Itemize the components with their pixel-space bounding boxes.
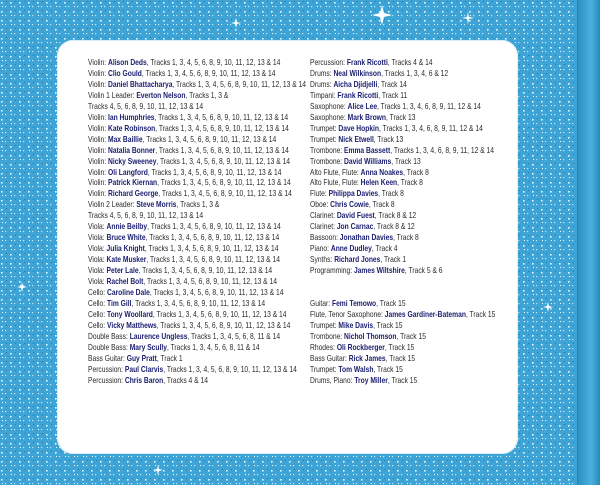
credit-row: Drums: Neal Wilkinson, Tracks 1, 3, 4, 6 & 12 <box>310 67 449 78</box>
credit-row: Viola: Kate Musker, Tracks 1, 3, 4, 5, 6, 8, 9, 10, 11, 12, 13 & 14 <box>88 254 280 265</box>
credit-row: Double Bass: Mary Scully, Tracks 1, 3, 4, 5, 6, 8, 11 & 14 <box>88 341 260 352</box>
credit-name: Neal Wilkinson <box>333 67 382 78</box>
credit-tracks: Track 13 <box>389 111 416 122</box>
credit-tracks: Tracks 1, 3, 4, 5, 6, 8, 9, 10, 11, 12, 13 & 14 <box>160 155 291 166</box>
credit-role: Viola: <box>88 232 105 243</box>
credit-name: Tom Walsh <box>338 363 374 374</box>
credit-role: Violin 1 Leader: <box>88 89 135 100</box>
credit-name: Clio Gould <box>108 67 142 78</box>
credit-row: Violin: Ian Humphries, Tracks 1, 3, 4, 5, 6, 8, 9, 10, 11, 12, 13 & 14 <box>88 111 289 122</box>
credit-role: Trombone: <box>310 144 343 155</box>
credit-row: Viola: Peter Lale, Tracks 1, 3, 4, 5, 6, 8, 9, 10, 11, 12, 13 & 14 <box>88 265 273 276</box>
credit-row: Cello: Tony Woollard, Tracks 1, 3, 4, 5, 6, 8, 9, 10, 11, 12, 13 & 14 <box>88 308 287 319</box>
credit-row: Violin: Daniel Bhattacharya, Tracks 1, 3, 4, 5, 6, 8, 9, 10, 11, 12, 13 & 14 <box>88 78 307 89</box>
credit-name: Chris Baron <box>124 374 164 385</box>
credit-row: Piano: Anne Dudley, Track 4 <box>310 243 398 254</box>
credit-role: Cello: <box>88 287 106 298</box>
credit-role: Double Bass: <box>88 330 128 341</box>
credit-role: Percussion: <box>310 57 346 67</box>
credit-role: Trumpet: <box>310 133 337 144</box>
credit-name: Laurence Ungless <box>129 330 188 341</box>
credit-role: Bassoon: <box>310 232 338 243</box>
credit-name: Mary Scully <box>129 341 167 352</box>
credit-role: Drums: <box>310 78 332 89</box>
credit-role: Violin: <box>88 155 107 166</box>
credit-row: Viola: Julia Knight, Tracks 1, 3, 4, 5, 6, 8, 9, 10, 11, 12, 13 & 14 <box>88 243 279 254</box>
credit-name: Bruce White <box>106 232 146 243</box>
credit-role: Oboe: <box>310 199 329 210</box>
credit-tracks: Track 8 & 12 <box>376 221 415 232</box>
credit-name: Anne Dudley <box>330 243 372 254</box>
credit-row: Cello: Caroline Dale, Tracks 1, 3, 4, 5, 6, 8, 9, 10, 11, 12, 13 & 14 <box>88 287 284 298</box>
credit-tracks: Track 15 <box>377 363 403 374</box>
credit-role: Violin: <box>88 67 107 78</box>
credit-name: David Williams <box>344 155 392 166</box>
credit-role: Violin: <box>88 57 107 67</box>
credit-tracks: Tracks 1, 3 & <box>180 199 220 210</box>
credit-row: Violin: Nicky Sweeney, Tracks 1, 3, 4, 5, 6, 8, 9, 10, 11, 12, 13 & 14 <box>88 155 291 166</box>
credit-name: Kate Robinson <box>108 122 156 133</box>
credit-row: Viola: Bruce White, Tracks 1, 3, 4, 5, 6, 8, 9, 10, 11, 12, 13 & 14 <box>88 232 280 243</box>
credit-role: Saxophone: <box>310 111 346 122</box>
credit-row: Oboe: Chris Cowie, Track 8 <box>310 199 395 210</box>
credit-tracks: Tracks 1, 3, 4, 6 & 12 <box>384 67 449 78</box>
credit-name: Max Baillie <box>108 133 143 144</box>
credit-tracks: Tracks 4 & 14 <box>166 374 208 385</box>
credit-row: Cello: Tim Gill, Tracks 1, 3, 4, 5, 6, 8, 9, 10, 11, 12, 13 & 14 <box>88 297 266 308</box>
credit-row: Guitar: Femi Temowo, Track 15 <box>310 297 406 308</box>
credit-tracks: Tracks 4, 5, 6, 8, 9, 10, 11, 12, 13 & 14 <box>88 100 204 111</box>
credit-name: David Fuest <box>336 210 375 221</box>
credit-role: Violin: <box>88 166 107 177</box>
credit-name: Nicky Sweeney <box>108 155 157 166</box>
credit-tracks: Tracks 1, 3, 4, 5, 6, 8, 9, 10, 11, 12, 13 & 14 <box>153 287 284 298</box>
credit-tracks: Track 1 <box>384 254 407 265</box>
credit-role: Flute: <box>310 188 327 199</box>
credit-role: Viola: <box>88 221 105 232</box>
credit-tracks: Tracks 1, 3, 4, 5, 6, 8, 11 & 14 <box>191 330 281 341</box>
credit-tracks: Tracks 1, 3, 4, 5, 6, 8, 9, 10, 11, 12, 13 & 14 <box>142 265 273 276</box>
credit-row: Trombone: Emma Bassett, Tracks 1, 3, 4, 6, 8, 9, 11, 12 & 14 <box>310 144 494 155</box>
credit-role: Percussion: <box>88 363 124 374</box>
credit-row: Cello: Vicky Matthews, Tracks 1, 3, 4, 5, 6, 8, 9, 10, 11, 12, 13 & 14 <box>88 319 291 330</box>
credit-row <box>88 210 306 221</box>
credit-name: Nick Etwell <box>338 133 374 144</box>
credits-panel <box>57 40 518 454</box>
credit-tracks: Tracks 1, 3, 4, 5, 6, 8, 9, 10, 11, 12, 13 & 14 <box>161 188 292 199</box>
credit-row: Flute, Tenor Saxophone: James Gardiner-Bateman, Track 15 <box>310 308 496 319</box>
credit-name: Mike Davis <box>338 319 374 330</box>
credit-tracks: Tracks 1, 3, 4, 5, 6, 8, 9, 10, 11, 12, 13 & 14 <box>160 177 291 188</box>
credit-role: Bass Guitar: <box>88 352 125 363</box>
credit-tracks: Tracks 1, 3, 4, 5, 6, 8, 9, 10, 11, 12, 13 & 14 <box>158 111 289 122</box>
credit-row: Violin: Oli Langford, Tracks 1, 3, 4, 5, 6, 8, 9, 10, 11, 12, 13 & 14 <box>88 166 282 177</box>
credit-role: Viola: <box>88 265 105 276</box>
credit-role: Saxophone: <box>310 100 346 111</box>
credit-tracks: Tracks 1, 3, 4, 5, 6, 8, 9, 10, 11, 12, 13 & 14 <box>145 67 276 78</box>
credit-row: Percussion: Frank Ricotti, Tracks 4 & 14 <box>310 57 433 67</box>
credit-tracks: Tracks 1, 3, 4, 6, 8, 9, 11, 12 & 14 <box>393 144 494 155</box>
credit-row: Violin 1 Leader: Everton Nelson, Tracks 1, 3 & <box>88 89 229 100</box>
credit-row: Violin: Alison Deds, Tracks 1, 3, 4, 5, 6, 8, 9, 10, 11, 12, 13 & 14 <box>88 57 281 67</box>
credit-role: Synths: <box>310 254 333 265</box>
credit-tracks: Track 13 <box>377 133 404 144</box>
credit-tracks: Tracks 1, 3, 4, 5, 6, 8, 9, 10, 11, 12, 13 & 14 <box>149 254 280 265</box>
credit-name: Richard Jones <box>334 254 381 265</box>
credit-tracks: Tracks 1, 3, 4, 5, 6, 8, 9, 10, 11, 12, 13 & 14 <box>158 122 289 133</box>
credit-row: Bass Guitar: Guy Pratt, Track 1 <box>88 352 183 363</box>
credit-row: Double Bass: Laurence Ungless, Tracks 1, 3, 4, 5, 6, 8, 11 & 14 <box>88 330 281 341</box>
credit-role: Violin: <box>88 188 107 199</box>
credit-name: Everton Nelson <box>136 89 186 100</box>
credit-row: Viola: Rachel Bolt, Tracks 1, 3, 4, 5, 6, 8, 9, 10, 11, 12, 13 & 14 <box>88 276 277 287</box>
credit-row: Rhodes: Oli Rockberger, Track 15 <box>310 341 415 352</box>
credit-role: Violin: <box>88 111 107 122</box>
credit-name: Vicky Matthews <box>107 319 157 330</box>
credit-role: Double Bass: <box>88 341 128 352</box>
credit-name: Oli Langford <box>108 166 148 177</box>
credit-role: Trumpet: <box>310 319 337 330</box>
credit-row: Saxophone: Alice Lee, Tracks 1, 3, 4, 6, 8, 9, 11, 12 & 14 <box>310 100 481 111</box>
credit-tracks: Tracks 1, 3, 4, 5, 6, 8, 9, 10, 11, 12, 13 & 14 <box>160 319 291 330</box>
credit-tracks: Tracks 1, 3, 4, 5, 6, 8, 9, 10, 11, 12, 13 & 14 <box>148 243 279 254</box>
credit-tracks: Track 15 <box>376 319 403 330</box>
credit-row: Trumpet: Dave Hopkin, Tracks 1, 3, 4, 6, 8, 9, 11, 12 & 14 <box>310 122 483 133</box>
credit-row: Violin: Patrick Kiernan, Tracks 1, 3, 4, 5, 6, 8, 9, 10, 11, 12, 13 & 14 <box>88 177 291 188</box>
credit-name: Rick James <box>348 352 386 363</box>
credit-role: Viola: <box>88 254 105 265</box>
credit-name: Troy Miller <box>354 374 388 385</box>
credit-name: Guy Pratt <box>126 352 157 363</box>
credit-tracks: Track 4 <box>375 243 398 254</box>
credit-name: Tony Woollard <box>107 308 153 319</box>
credit-name: Richard George <box>108 188 159 199</box>
credit-name: Philippa Davies <box>328 188 379 199</box>
credit-role: Violin: <box>88 122 107 133</box>
credit-name: Kate Musker <box>106 254 147 265</box>
credit-row: Violin: Max Baillie, Tracks 1, 3, 4, 5, 6, 8, 9, 10, 11, 12, 13 & 14 <box>88 133 277 144</box>
credit-role: Viola: <box>88 243 105 254</box>
credit-tracks: Tracks 1, 3, 4, 5, 6, 8, 9, 10, 11, 12, 13 & 14 <box>146 276 277 287</box>
credit-name: Annie Beilby <box>106 221 148 232</box>
credit-role: Programming: <box>310 265 353 276</box>
credit-name: Mark Brown <box>347 111 386 122</box>
credit-row: Viola: Annie Beilby, Tracks 1, 3, 4, 5, 6, 8, 9, 10, 11, 12, 13 & 14 <box>88 221 281 232</box>
credit-tracks: Track 5 & 6 <box>408 265 443 276</box>
credit-name: Paul Clarvis <box>124 363 164 374</box>
credit-tracks: Track 13 <box>394 155 421 166</box>
credit-role: Cello: <box>88 319 106 330</box>
credit-name: Caroline Dale <box>107 287 150 298</box>
credit-tracks: Tracks 1, 3, 4, 5, 6, 8, 9, 10, 11, 12, 13 & 14 <box>149 232 280 243</box>
credit-role: Trombone: <box>310 155 343 166</box>
credit-name: Helen Keen <box>360 177 398 188</box>
credit-row: Synths: Richard Jones, Track 1 <box>310 254 407 265</box>
credit-name: Rachel Bolt <box>106 276 144 287</box>
credits-left-column <box>88 57 306 386</box>
credit-name: Alice Lee <box>347 100 378 111</box>
credit-name: Alison Deds <box>108 57 147 67</box>
credit-tracks: Tracks 1, 3, 4, 5, 6, 8, 9, 10, 11, 12, 13 & 14 <box>156 308 287 319</box>
credit-row: Percussion: Paul Clarvis, Tracks 1, 3, 4, 5, 6, 8, 9, 10, 11, 12, 13 & 14 <box>88 363 297 374</box>
credit-name: Ian Humphries <box>108 111 155 122</box>
credit-tracks: Tracks 1, 3, 4, 5, 6, 8, 9, 10, 11, 12, 13 & 14 <box>150 221 281 232</box>
credit-role: Trombone: <box>310 330 343 341</box>
credit-tracks: Track 15 <box>391 374 418 385</box>
credit-tracks: Tracks 1, 3, 4, 5, 6, 8, 9, 10, 11, 12, 13 & 14 <box>176 78 307 89</box>
credit-tracks: Tracks 1, 3, 4, 6, 8, 9, 11, 12 & 14 <box>380 100 481 111</box>
credit-tracks: Track 8 <box>396 232 419 243</box>
credit-row: Timpani: Frank Ricotti, Track 11 <box>310 89 408 100</box>
credit-role: Violin: <box>88 133 107 144</box>
credit-row: Trumpet: Mike Davis, Track 15 <box>310 319 403 330</box>
credit-role: Drums, Piano: <box>310 374 353 385</box>
credit-row: Trumpet: Tom Walsh, Track 15 <box>310 363 403 374</box>
credit-row: Clarinet: Jon Carnac, Track 8 & 12 <box>310 221 415 232</box>
credit-name: Chris Cowie <box>330 199 369 210</box>
credit-name: Dave Hopkin <box>338 122 380 133</box>
credit-row: Alto Flute, Flute: Anna Noakes, Track 8 <box>310 166 429 177</box>
credit-row: Trombone: David Williams, Track 13 <box>310 155 421 166</box>
credit-row: Violin: Kate Robinson, Tracks 1, 3, 4, 5, 6, 8, 9, 10, 11, 12, 13 & 14 <box>88 122 289 133</box>
credit-name: Oli Rockberger <box>336 341 385 352</box>
credit-role: Flute, Tenor Saxophone: <box>310 308 383 319</box>
credit-role: Trumpet: <box>310 122 337 133</box>
credit-tracks: Track 1 <box>160 352 183 363</box>
credit-name: Femi Temowo <box>331 297 377 308</box>
credit-role: Violin: <box>88 78 107 89</box>
credit-tracks: Tracks 1, 3, 4, 5, 6, 8, 9, 10, 11, 12, 13 & 14 <box>158 144 289 155</box>
credit-tracks: Tracks 1, 3, 4, 5, 6, 8, 11 & 14 <box>170 341 260 352</box>
credit-role: Trumpet: <box>310 363 337 374</box>
credit-tracks: Track 15 <box>388 341 415 352</box>
credit-tracks: Tracks 1, 3, 4, 6, 8, 9, 11, 12 & 14 <box>382 122 483 133</box>
credit-role: Rhodes: <box>310 341 335 352</box>
credit-row: Saxophone: Mark Brown, Track 13 <box>310 111 416 122</box>
credit-role: Cello: <box>88 297 106 308</box>
credit-tracks: Tracks 1, 3, 4, 5, 6, 8, 9, 10, 11, 12, 13 & 14 <box>135 297 266 308</box>
credit-row: Percussion: Chris Baron, Tracks 4 & 14 <box>88 374 208 385</box>
credit-name: Emma Bassett <box>344 144 391 155</box>
credit-row: Violin: Clio Gould, Tracks 1, 3, 4, 5, 6, 8, 9, 10, 11, 12, 13 & 14 <box>88 67 276 78</box>
credit-role: Alto Flute, Flute: <box>310 177 359 188</box>
credit-name: Patrick Kiernan <box>108 177 158 188</box>
credit-row: Violin: Richard George, Tracks 1, 3, 4, 5, 6, 8, 9, 10, 11, 12, 13 & 14 <box>88 188 292 199</box>
credit-tracks: Track 15 <box>400 330 426 341</box>
case-spine <box>577 0 600 485</box>
credit-role: Violin 2 Leader: <box>88 199 135 210</box>
credit-role: Violin: <box>88 144 107 155</box>
credit-name: Peter Lale <box>106 265 139 276</box>
credit-name: James Gardiner-Bateman <box>384 308 466 319</box>
credit-name: Frank Ricotti <box>346 57 388 67</box>
credit-row: Programming: James Wiltshire, Track 5 & 6 <box>310 265 443 276</box>
credit-tracks: Track 14 <box>381 78 407 89</box>
credit-role: Clarinet: <box>310 221 335 232</box>
credit-row: Bassoon: Jonathan Davies, Track 8 <box>310 232 419 243</box>
credit-tracks: Tracks 1, 3, 4, 5, 6, 8, 9, 10, 11, 12, 13 & 14 <box>150 57 281 67</box>
credit-tracks: Tracks 4, 5, 6, 8, 9, 10, 11, 12, 13 & 14 <box>88 210 204 221</box>
credit-name: Daniel Bhattacharya <box>108 78 173 89</box>
credit-role: Guitar: <box>310 297 331 308</box>
credit-role: Violin: <box>88 177 107 188</box>
credit-row: Trombone: Nichol Thomson, Track 15 <box>310 330 426 341</box>
credit-tracks: Tracks 1, 3 & <box>189 89 229 100</box>
credit-row: Drums, Piano: Troy Miller, Track 15 <box>310 374 418 385</box>
credit-name: Aicha Djidjelli <box>333 78 378 89</box>
credit-row <box>88 101 306 112</box>
credit-name: Jon Carnac <box>336 221 374 232</box>
credit-tracks: Track 8 <box>381 188 404 199</box>
credits-right-column <box>310 57 495 386</box>
credit-role: Alto Flute, Flute: <box>310 166 359 177</box>
credit-name: Natalia Bonner <box>108 144 156 155</box>
credit-row: Violin: Natalia Bonner, Tracks 1, 3, 4, 5, 6, 8, 9, 10, 11, 12, 13 & 14 <box>88 144 289 155</box>
credit-role: Viola: <box>88 276 105 287</box>
spacer <box>310 276 495 287</box>
credit-tracks: Track 8 & 12 <box>378 210 417 221</box>
credit-tracks: Track 15 <box>469 308 496 319</box>
credit-name: Steve Morris <box>136 199 177 210</box>
credit-name: Nichol Thomson <box>344 330 397 341</box>
credit-row: Violin 2 Leader: Steve Morris, Tracks 1, 3 & <box>88 199 220 210</box>
spacer <box>310 287 495 298</box>
credit-tracks: Tracks 1, 3, 4, 5, 6, 8, 9, 10, 11, 12, 13 & 14 <box>146 133 277 144</box>
credit-name: James Wiltshire <box>353 265 405 276</box>
credit-role: Clarinet: <box>310 210 335 221</box>
credit-name: Frank Ricotti <box>337 89 379 100</box>
credit-tracks: Track 15 <box>379 297 406 308</box>
credit-tracks: Tracks 1, 3, 4, 5, 6, 8, 9, 10, 11, 12, 13 & 14 <box>166 363 297 374</box>
credit-tracks: Tracks 1, 3, 4, 5, 6, 8, 9, 10, 11, 12, 13 & 14 <box>151 166 282 177</box>
credit-row: Bass Guitar: Rick James, Track 15 <box>310 352 416 363</box>
credit-role: Percussion: <box>88 374 124 385</box>
credit-name: Anna Noakes <box>360 166 404 177</box>
credit-name: Jonathan Davies <box>339 232 394 243</box>
credit-tracks: Tracks 4 & 14 <box>391 57 433 67</box>
credit-row: Trumpet: Nick Etwell, Track 13 <box>310 133 404 144</box>
credit-role: Piano: <box>310 243 329 254</box>
credit-name: Tim Gill <box>107 297 132 308</box>
credit-row: Clarinet: David Fuest, Track 8 & 12 <box>310 210 417 221</box>
credit-row: Flute: Philippa Davies, Track 8 <box>310 188 404 199</box>
credit-tracks: Track 8 <box>372 199 395 210</box>
credit-role: Drums: <box>310 67 332 78</box>
credit-tracks: Track 8 <box>406 166 429 177</box>
credit-name: Julia Knight <box>106 243 145 254</box>
credit-tracks: Track 15 <box>389 352 416 363</box>
credit-role: Cello: <box>88 308 106 319</box>
credit-tracks: Track 11 <box>381 89 408 100</box>
credit-row: Alto Flute, Flute: Helen Keen, Track 8 <box>310 177 423 188</box>
credit-tracks: Track 8 <box>400 177 423 188</box>
credit-row: Drums: Aicha Djidjelli, Track 14 <box>310 78 407 89</box>
credit-role: Timpani: <box>310 89 336 100</box>
credit-role: Bass Guitar: <box>310 352 347 363</box>
